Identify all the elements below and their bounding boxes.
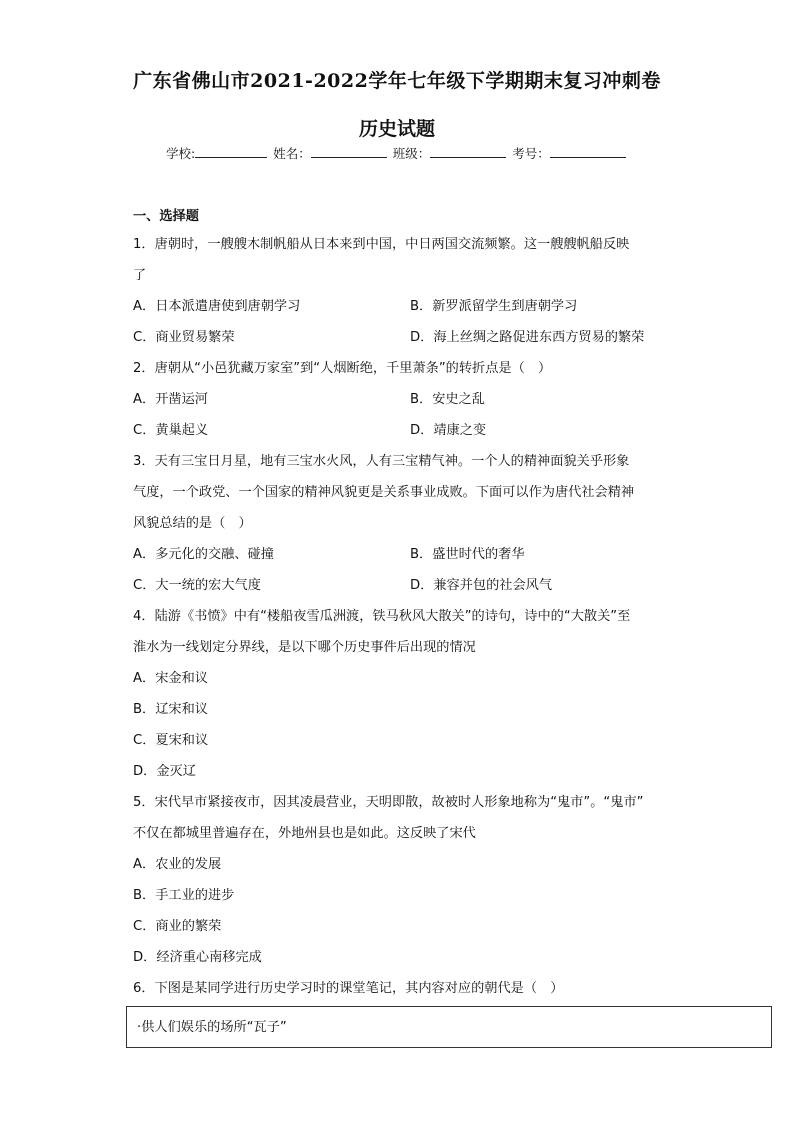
option-d[interactable]: D．海上丝绸之路促进东西方贸易的繁荣: [410, 330, 645, 345]
page-subtitle: 历史试题: [358, 118, 435, 140]
question-3: [133, 446, 663, 601]
question-stem-line: 风貌总结的是（ ）: [133, 516, 252, 531]
question-stem-line: 6．下图是某同学进行历史学习时的课堂笔记，其内容对应的朝代是（ ）: [133, 981, 564, 996]
student-info-row: [166, 144, 628, 162]
name-blank[interactable]: [311, 145, 387, 158]
question-stem-line: 3．天有三宝日月星，地有三宝水火风，人有三宝精气神。一个人的精神面貌关乎形象: [133, 454, 630, 469]
option-c[interactable]: C．商业贸易繁荣: [133, 330, 235, 345]
number-label: 考号：: [512, 146, 550, 161]
option-d[interactable]: D．金灭辽: [133, 764, 196, 779]
question-stem-line: 淮水为一线划定分界线，是以下哪个历史事件后出现的情况: [133, 640, 476, 655]
question-1: [133, 229, 663, 353]
class-blank[interactable]: [430, 145, 506, 158]
option-b[interactable]: B．手工业的进步: [133, 888, 235, 903]
option-a[interactable]: A．农业的发展: [133, 857, 222, 872]
name-label: 姓名：: [273, 146, 311, 161]
option-b[interactable]: B．新罗派留学生到唐朝学习: [410, 299, 578, 314]
option-b[interactable]: B．盛世时代的奢华: [410, 547, 525, 562]
option-d[interactable]: D．靖康之变: [410, 423, 487, 438]
option-d[interactable]: D．兼容并包的社会风气: [410, 578, 553, 593]
option-b[interactable]: B．辽宋和议: [133, 702, 208, 717]
question-6: [133, 973, 663, 1004]
question-stem-line: 5．宋代早市紧接夜市，因其凌晨营业，天明即散，故被时人形象地称为“鬼市”。“鬼市”: [133, 795, 644, 810]
question-stem-line: 1．唐朝时，一艘艘木制帆船从日本来到中国，中日两国交流频繁。这一艘艘帆船反映: [133, 237, 630, 252]
question-stem-line: 4．陆游《书愤》中有“楼船夜雪瓜洲渡，铁马秋风大散关”的诗句，诗中的“大散关”至: [133, 609, 631, 624]
school-label: 学校:: [166, 146, 196, 161]
question-stem-line: 不仅在都城里普遍存在，外地州县也是如此。这反映了宋代: [133, 826, 476, 841]
notes-box-text: ·供人们娱乐的场所“瓦子”: [137, 1020, 287, 1035]
school-blank[interactable]: [195, 145, 267, 158]
option-c[interactable]: C．商业的繁荣: [133, 919, 222, 934]
option-c[interactable]: C．大一统的宏大气度: [133, 578, 261, 593]
option-a[interactable]: A．开凿运河: [133, 392, 208, 407]
question-4: [133, 601, 663, 787]
number-blank[interactable]: [550, 145, 626, 158]
option-a[interactable]: A．日本派遣唐使到唐朝学习: [133, 299, 301, 314]
class-label: 班级：: [392, 146, 431, 161]
page-title: 广东省佛山市2021-2022学年七年级下学期期末复习冲刺卷: [133, 70, 661, 92]
section-heading: 一、选择题: [133, 209, 199, 224]
question-stem-line: 2．唐朝从“小邑犹藏万家室”到“人烟断绝，千里萧条”的转折点是（ ）: [133, 361, 552, 376]
option-b[interactable]: B．安史之乱: [410, 392, 485, 407]
notes-box: [126, 1006, 772, 1048]
option-c[interactable]: C．黄巢起义: [133, 423, 209, 438]
option-d[interactable]: D．经济重心南移完成: [133, 950, 262, 965]
option-a[interactable]: A．宋金和议: [133, 671, 208, 686]
exam-content: [133, 205, 663, 1004]
option-a[interactable]: A．多元化的交融、碰撞: [133, 547, 274, 562]
question-stem-line: 气度，一个政党、一个国家的精神风貌更是关系事业成败。下面可以作为唐代社会精神: [133, 485, 635, 500]
question-2: [133, 353, 663, 446]
option-c[interactable]: C．夏宋和议: [133, 733, 209, 748]
question-5: [133, 787, 663, 973]
question-stem-line: 了: [133, 268, 147, 283]
